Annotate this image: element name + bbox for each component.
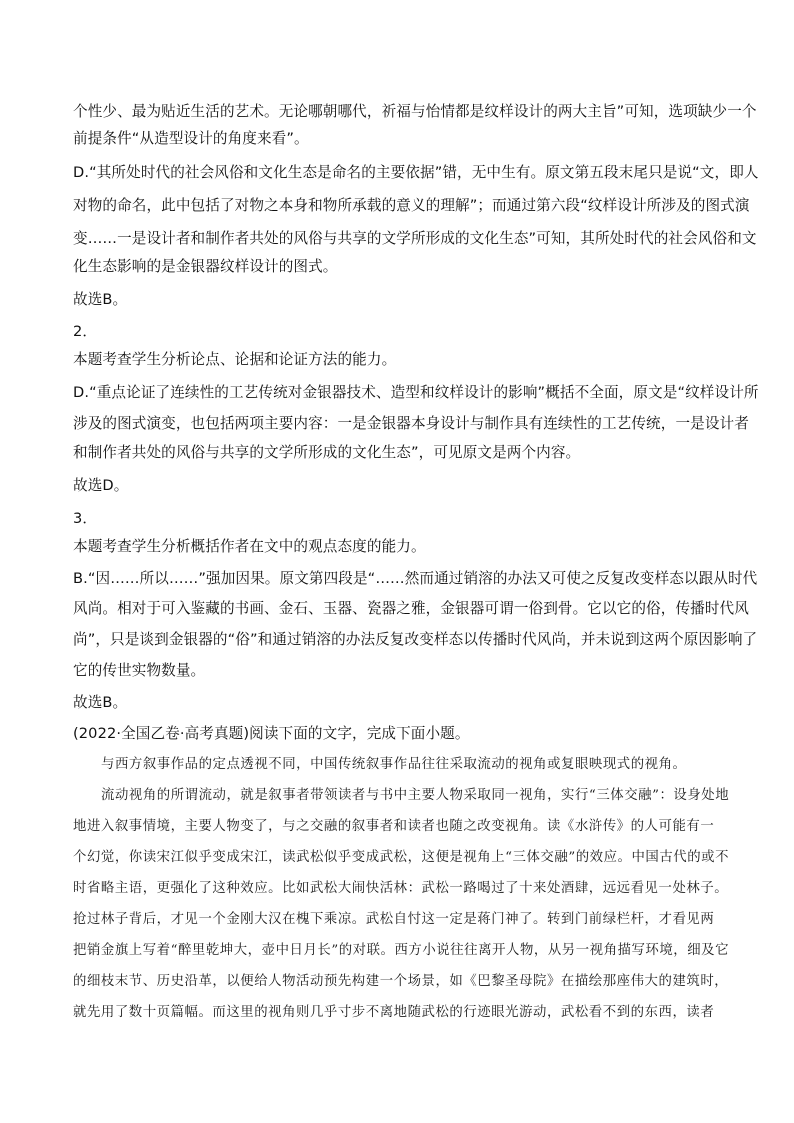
- answer-line: 它的传世实物数量。: [73, 662, 206, 679]
- answer-option-b-line: B.“因……所以……”强加因果。原文第四段是“……然而通过销溶的办法又可使之反复改变样态以跟从时代: [73, 570, 758, 587]
- answer-line: 和制作者共处的风俗与共享的文学所形成的文化生态”，可见原文是两个内容。: [73, 444, 581, 461]
- answer-line: 尚”，只是谈到金银器的“俗”和通过销溶的办法反复改变样态以传播时代风尚，并未说到这两个原因影响了: [73, 631, 758, 648]
- answer-choice: 故选B。: [73, 291, 128, 308]
- answer-line: 本题考查学生分析论点、论据和论证方法的能力。: [73, 351, 397, 368]
- answer-line: 前提条件“从造型设计的角度来看”。: [73, 130, 309, 147]
- answer-line: 对物的命名，此中包括了对物之本身和物所承载的意义的理解”；而通过第六段“纹样设计所涉及的图式演: [73, 197, 750, 214]
- passage-line: 把销金旗上写着“醉里乾坤大，壶中日月长”的对联。西方小说往往离开人物，从另一视角描写环境，细及它: [73, 943, 730, 958]
- answer-line: 化生态影响的是金银器纹样设计的图式。: [73, 258, 338, 275]
- answer-line: 本题考查学生分析概括作者在文中的观点态度的能力。: [73, 538, 426, 555]
- answer-line: 风尚。相对于可入鉴藏的书画、金石、玉器、瓷器之雅，金银器可谓一俗到骨。它以它的俗，传播时代风: [73, 600, 749, 617]
- answer-line: 涉及的图式演变，也包括两项主要内容：一是金银器本身设计与制作具有连续性的工艺传统，一是设计者: [73, 415, 749, 432]
- passage-line: 与西方叙事作品的定点透视不同，中国传统叙事作品往往采取流动的视角或复眼映现式的视角。: [101, 757, 687, 772]
- exam-source-heading: (2022·全国乙卷·高考真题)阅读下面的文字，完成下面小题。: [73, 725, 470, 742]
- passage-line: 就先用了数十页篇幅。而这里的视角则几乎寸步不离地随武松的行迹眼光游动，武松看不到的东西，读者: [73, 1005, 715, 1020]
- question-number: 2．: [73, 323, 98, 340]
- answer-line: 变……一是设计者和制作者共处的风俗与共享的文学所形成的文化生态”可知，其所处时代的社会风俗和文: [73, 230, 757, 247]
- answer-option-d-line: D.“重点论证了连续性的工艺传统对金银器技术、造型和纹样设计的影响”概括不全面，原文是“纹样设计所: [73, 384, 759, 401]
- answer-choice: 故选B。: [73, 694, 128, 711]
- passage-line: 地进入叙事情境，主要人物变了，与之交融的叙事者和读者也随之改变视角。读《水浒传》的人可能有一: [73, 819, 715, 834]
- passage-line: 个幻觉，你读宋江似乎变成宋江，读武松似乎变成武松，这便是视角上“三体交融”的效应。中国古代的或不: [73, 850, 730, 865]
- answer-choice: 故选D。: [73, 477, 129, 494]
- answer-line: 个性少、最为贴近生活的艺术。无论哪朝哪代，祈福与怡情都是纹样设计的两大主旨”可知，选项缺少一个: [73, 103, 757, 120]
- passage-line: 的细枝末节、历史沿革，以便给人物活动预先构建一个场景，如《巴黎圣母院》在描绘那座伟大的建筑时，: [73, 974, 729, 989]
- passage-line: 流动视角的所谓流动，就是叙事者带领读者与书中主要人物采取同一视角，实行“三体交融”：设身处地: [101, 788, 730, 803]
- question-number: 3．: [73, 510, 98, 527]
- passage-line: 时省略主语，更强化了这种效应。比如武松大闹快活林：武松一路喝过了十来处酒肆，远远看见一处林子。: [73, 881, 729, 896]
- passage-line: 抢过林子背后，才见一个金刚大汉在槐下乘凉。武松自忖这一定是蒋门神了。转到门前绿栏杆，才看见两: [73, 912, 715, 927]
- answer-option-d-line: D.“其所处时代的社会风俗和文化生态是命名的主要依据”错，无中生有。原文第五段末尾只是说“文，即人: [73, 164, 759, 181]
